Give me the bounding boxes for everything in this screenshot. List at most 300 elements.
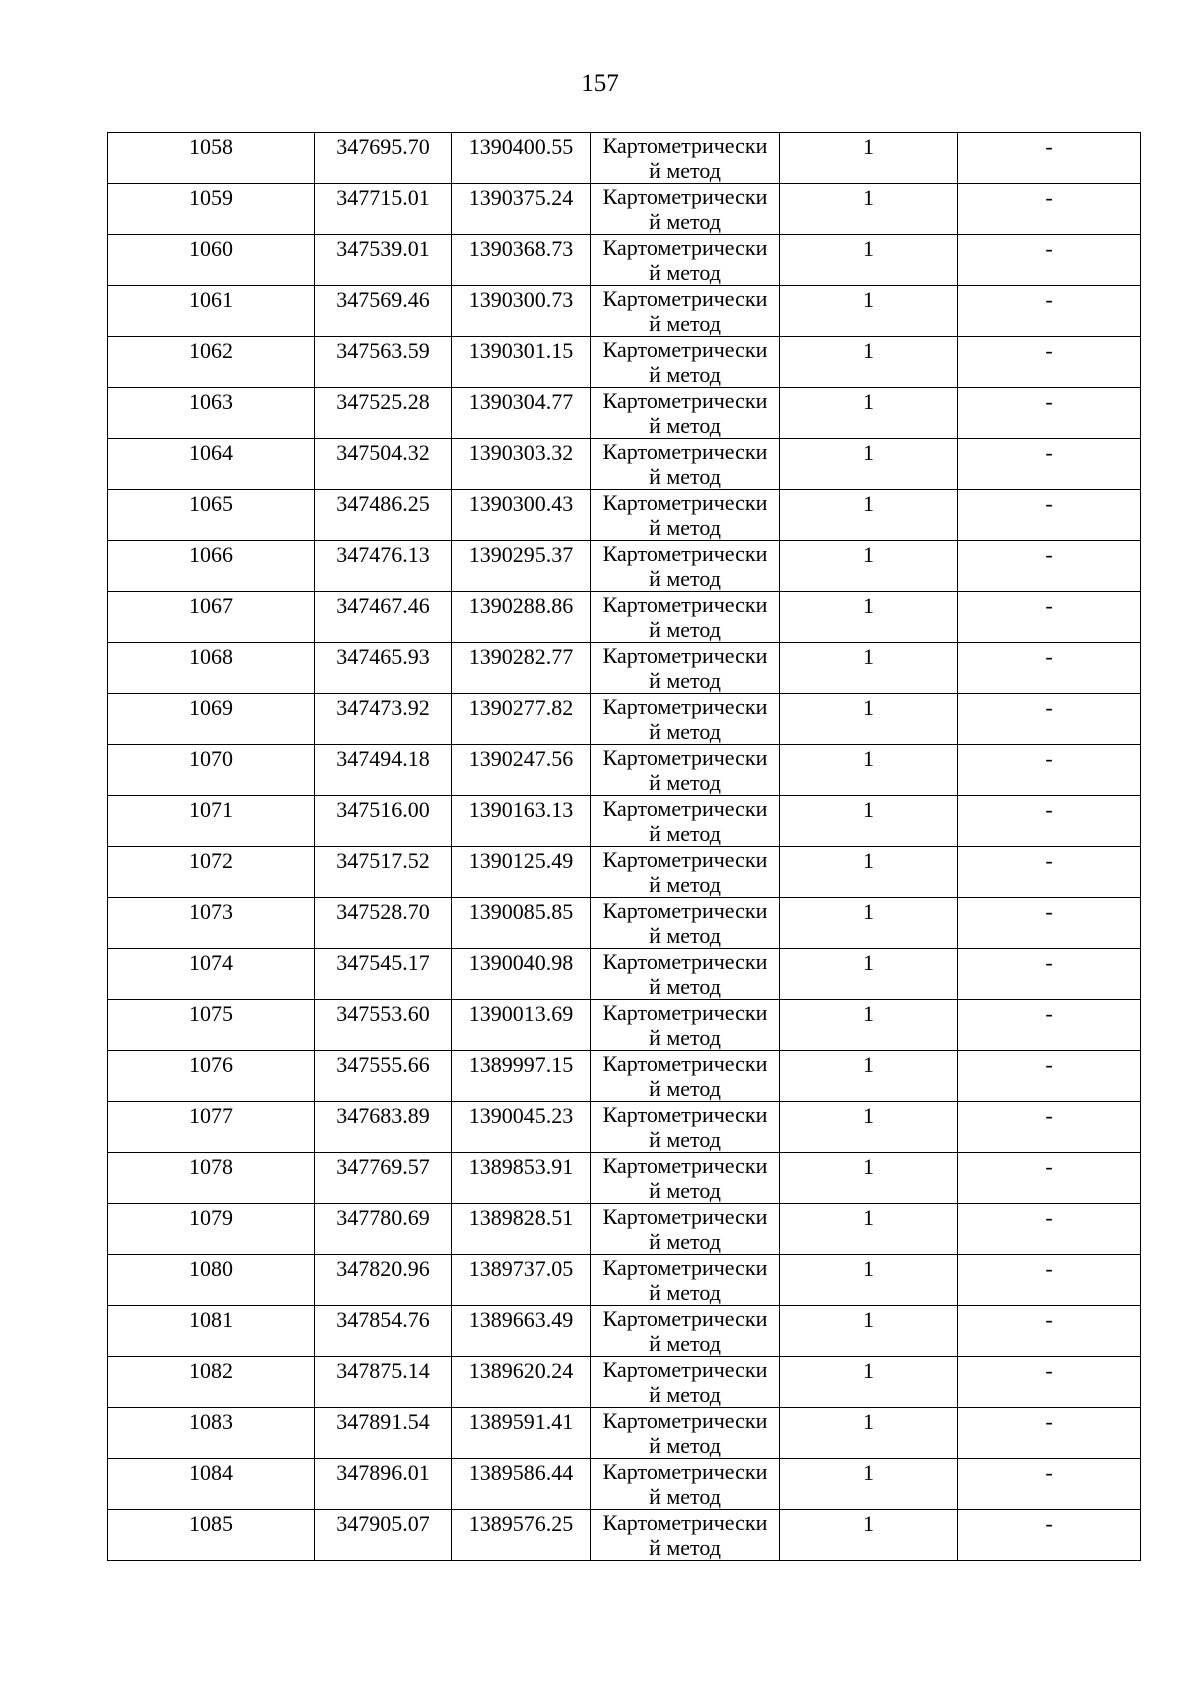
method-cell: [591, 388, 780, 439]
method-cell: [591, 1051, 780, 1102]
y-coordinate-cell: [452, 1306, 591, 1357]
accuracy-value: 1: [863, 899, 874, 924]
method-cell: [591, 1255, 780, 1306]
accuracy-cell: [780, 847, 958, 898]
accuracy-value: 1: [863, 440, 874, 465]
method-cell: [591, 1204, 780, 1255]
table-row: [108, 592, 1141, 643]
y-value: 1390045.23: [468, 1103, 574, 1128]
accuracy-cell: [780, 694, 958, 745]
method-value: [591, 796, 779, 846]
x-value: 347891.54: [336, 1409, 430, 1434]
x-coordinate-cell: [315, 490, 452, 541]
note-value: -: [1045, 1001, 1053, 1026]
method-cell: [591, 592, 780, 643]
method-value: [591, 1153, 779, 1203]
n-value: 1080: [189, 1256, 233, 1281]
page-number: 157: [581, 70, 619, 97]
note-value: -: [1045, 797, 1053, 822]
y-coordinate-cell: [452, 1102, 591, 1153]
x-coordinate-cell: [315, 337, 452, 388]
x-coordinate-cell: [315, 541, 452, 592]
y-coordinate-cell: [452, 1000, 591, 1051]
accuracy-cell: [780, 1408, 958, 1459]
point-number-cell: [108, 1000, 315, 1051]
x-coordinate-cell: [315, 847, 452, 898]
method-line-1: Картометрически: [602, 1000, 768, 1025]
x-coordinate-cell: [315, 286, 452, 337]
method-line-2: й метод: [649, 158, 721, 183]
table-row: [108, 439, 1141, 490]
accuracy-cell: [780, 898, 958, 949]
table-row: [108, 745, 1141, 796]
method-value: [591, 592, 779, 642]
note-cell: [958, 592, 1141, 643]
method-line-1: Картометрически: [602, 847, 768, 872]
table-row: [108, 1510, 1141, 1561]
accuracy-cell: [780, 1306, 958, 1357]
note-cell: [958, 949, 1141, 1000]
accuracy-value: 1: [863, 389, 874, 414]
n-value: 1059: [189, 185, 233, 210]
method-line-2: й метод: [649, 668, 721, 693]
note-value: -: [1045, 134, 1053, 159]
n-value: 1071: [189, 797, 233, 822]
y-value: 1390295.37: [468, 542, 574, 567]
accuracy-cell: [780, 1510, 958, 1561]
note-value: -: [1045, 644, 1053, 669]
method-line-1: Картометрически: [602, 1255, 768, 1280]
method-line-2: й метод: [649, 413, 721, 438]
accuracy-value: 1: [863, 644, 874, 669]
table-row: [108, 1357, 1141, 1408]
note-cell: [958, 1255, 1141, 1306]
method-cell: [591, 1000, 780, 1051]
method-line-2: й метод: [649, 1178, 721, 1203]
accuracy-value: 1: [863, 695, 874, 720]
accuracy-cell: [780, 388, 958, 439]
n-value: 1076: [189, 1052, 233, 1077]
y-coordinate-cell: [452, 541, 591, 592]
method-line-2: й метод: [649, 1382, 721, 1407]
method-line-2: й метод: [649, 464, 721, 489]
n-value: 1078: [189, 1154, 233, 1179]
method-line-1: Картометрически: [602, 1408, 768, 1433]
method-line-2: й метод: [649, 362, 721, 387]
point-number-cell: [108, 694, 315, 745]
note-value: -: [1045, 389, 1053, 414]
method-line-2: й метод: [649, 1280, 721, 1305]
accuracy-cell: [780, 1459, 958, 1510]
note-cell: [958, 337, 1141, 388]
method-cell: [591, 847, 780, 898]
note-value: -: [1045, 185, 1053, 210]
method-cell: [591, 235, 780, 286]
x-coordinate-cell: [315, 745, 452, 796]
table-row: [108, 643, 1141, 694]
method-line-1: Картометрически: [602, 133, 768, 158]
method-line-2: й метод: [649, 923, 721, 948]
note-cell: [958, 235, 1141, 286]
note-value: -: [1045, 899, 1053, 924]
point-number-cell: [108, 1306, 315, 1357]
accuracy-value: 1: [863, 848, 874, 873]
note-cell: [958, 643, 1141, 694]
method-line-1: Картометрически: [602, 745, 768, 770]
method-line-1: Картометрически: [602, 1102, 768, 1127]
y-value: 1389737.05: [468, 1256, 574, 1281]
method-value: [591, 643, 779, 693]
method-cell: [591, 796, 780, 847]
note-value: -: [1045, 746, 1053, 771]
method-line-1: Картометрически: [602, 949, 768, 974]
x-value: 347504.32: [336, 440, 430, 465]
method-line-2: й метод: [649, 1127, 721, 1152]
accuracy-cell: [780, 949, 958, 1000]
note-cell: [958, 133, 1141, 184]
note-cell: [958, 388, 1141, 439]
point-number-cell: [108, 337, 315, 388]
x-coordinate-cell: [315, 949, 452, 1000]
x-value: 347516.00: [336, 797, 430, 822]
y-value: 1389591.41: [468, 1409, 574, 1434]
point-number-cell: [108, 184, 315, 235]
method-line-1: Картометрически: [602, 541, 768, 566]
n-value: 1084: [189, 1460, 233, 1485]
point-number-cell: [108, 745, 315, 796]
n-value: 1064: [189, 440, 233, 465]
note-cell: [958, 1153, 1141, 1204]
accuracy-cell: [780, 337, 958, 388]
y-value: 1390085.85: [468, 899, 574, 924]
point-number-cell: [108, 592, 315, 643]
method-line-2: й метод: [649, 311, 721, 336]
note-value: -: [1045, 1358, 1053, 1383]
n-value: 1070: [189, 746, 233, 771]
point-number-cell: [108, 133, 315, 184]
method-value: [591, 1408, 779, 1458]
accuracy-cell: [780, 1204, 958, 1255]
point-number-cell: [108, 796, 315, 847]
accuracy-value: 1: [863, 491, 874, 516]
note-value: -: [1045, 1052, 1053, 1077]
table-row: [108, 1204, 1141, 1255]
x-value: 347820.96: [336, 1256, 430, 1281]
method-line-2: й метод: [649, 1229, 721, 1254]
y-value: 1390301.15: [468, 338, 574, 363]
accuracy-cell: [780, 1357, 958, 1408]
x-value: 347545.17: [336, 950, 430, 975]
method-value: [591, 541, 779, 591]
x-coordinate-cell: [315, 1408, 452, 1459]
y-value: 1390368.73: [468, 236, 574, 261]
point-number-cell: [108, 439, 315, 490]
note-value: -: [1045, 1460, 1053, 1485]
method-line-1: Картометрически: [602, 1153, 768, 1178]
y-coordinate-cell: [452, 1510, 591, 1561]
y-coordinate-cell: [452, 592, 591, 643]
y-coordinate-cell: [452, 1204, 591, 1255]
method-line-2: й метод: [649, 1076, 721, 1101]
point-number-cell: [108, 1408, 315, 1459]
note-cell: [958, 1408, 1141, 1459]
method-line-2: й метод: [649, 515, 721, 540]
point-number-cell: [108, 949, 315, 1000]
y-coordinate-cell: [452, 643, 591, 694]
note-cell: [958, 898, 1141, 949]
method-cell: [591, 1510, 780, 1561]
x-coordinate-cell: [315, 439, 452, 490]
x-value: 347467.46: [336, 593, 430, 618]
accuracy-cell: [780, 796, 958, 847]
method-cell: [591, 133, 780, 184]
n-value: 1066: [189, 542, 233, 567]
accuracy-value: 1: [863, 338, 874, 363]
y-coordinate-cell: [452, 1153, 591, 1204]
y-coordinate-cell: [452, 1459, 591, 1510]
x-value: 347553.60: [336, 1001, 430, 1026]
method-line-2: й метод: [649, 872, 721, 897]
accuracy-value: 1: [863, 950, 874, 975]
y-value: 1390040.98: [468, 950, 574, 975]
note-cell: [958, 1510, 1141, 1561]
point-number-cell: [108, 1459, 315, 1510]
method-line-2: й метод: [649, 821, 721, 846]
note-value: -: [1045, 338, 1053, 363]
x-coordinate-cell: [315, 1255, 452, 1306]
accuracy-cell: [780, 490, 958, 541]
method-value: [591, 337, 779, 387]
accuracy-cell: [780, 1051, 958, 1102]
point-number-cell: [108, 1051, 315, 1102]
y-value: 1390303.32: [468, 440, 574, 465]
table-row: [108, 1306, 1141, 1357]
y-value: 1390277.82: [468, 695, 574, 720]
y-value: 1389586.44: [468, 1460, 574, 1485]
method-line-1: Картометрически: [602, 286, 768, 311]
note-value: -: [1045, 848, 1053, 873]
method-line-1: Картометрически: [602, 337, 768, 362]
method-cell: [591, 541, 780, 592]
table-row: [108, 1153, 1141, 1204]
table-row: [108, 1051, 1141, 1102]
x-coordinate-cell: [315, 1000, 452, 1051]
x-value: 347486.25: [336, 491, 430, 516]
x-coordinate-cell: [315, 643, 452, 694]
note-cell: [958, 1102, 1141, 1153]
accuracy-value: 1: [863, 1205, 874, 1230]
method-line-1: Картометрически: [602, 490, 768, 515]
note-cell: [958, 1459, 1141, 1510]
x-coordinate-cell: [315, 1051, 452, 1102]
x-value: 347525.28: [336, 389, 430, 414]
method-cell: [591, 490, 780, 541]
x-coordinate-cell: [315, 1153, 452, 1204]
method-cell: [591, 286, 780, 337]
method-value: [591, 184, 779, 234]
point-number-cell: [108, 643, 315, 694]
note-cell: [958, 694, 1141, 745]
n-value: 1074: [189, 950, 233, 975]
accuracy-cell: [780, 643, 958, 694]
x-coordinate-cell: [315, 184, 452, 235]
accuracy-value: 1: [863, 1307, 874, 1332]
table-row: [108, 337, 1141, 388]
accuracy-cell: [780, 286, 958, 337]
accuracy-cell: [780, 1255, 958, 1306]
n-value: 1077: [189, 1103, 233, 1128]
accuracy-value: 1: [863, 593, 874, 618]
method-line-1: Картометрически: [602, 1459, 768, 1484]
y-value: 1390013.69: [468, 1001, 574, 1026]
accuracy-cell: [780, 1102, 958, 1153]
x-coordinate-cell: [315, 1306, 452, 1357]
table-row: [108, 133, 1141, 184]
table-row: [108, 898, 1141, 949]
method-value: [591, 1204, 779, 1254]
point-number-cell: [108, 1204, 315, 1255]
method-line-1: Картометрически: [602, 235, 768, 260]
note-value: -: [1045, 1256, 1053, 1281]
y-value: 1390304.77: [468, 389, 574, 414]
y-value: 1389663.49: [468, 1307, 574, 1332]
coordinates-table: [107, 132, 1141, 1561]
method-line-1: Картометрически: [602, 439, 768, 464]
x-value: 347569.46: [336, 287, 430, 312]
note-cell: [958, 1357, 1141, 1408]
x-value: 347896.01: [336, 1460, 430, 1485]
table-row: [108, 490, 1141, 541]
method-value: [591, 847, 779, 897]
method-cell: [591, 949, 780, 1000]
note-value: -: [1045, 287, 1053, 312]
n-value: 1081: [189, 1307, 233, 1332]
point-number-cell: [108, 1153, 315, 1204]
y-coordinate-cell: [452, 1357, 591, 1408]
method-value: [591, 1459, 779, 1509]
x-value: 347539.01: [336, 236, 430, 261]
x-value: 347715.01: [336, 185, 430, 210]
note-value: -: [1045, 1307, 1053, 1332]
method-cell: [591, 337, 780, 388]
y-coordinate-cell: [452, 949, 591, 1000]
accuracy-cell: [780, 592, 958, 643]
x-value: 347683.89: [336, 1103, 430, 1128]
point-number-cell: [108, 235, 315, 286]
y-value: 1390300.73: [468, 287, 574, 312]
method-cell: [591, 898, 780, 949]
note-cell: [958, 1306, 1141, 1357]
y-value: 1389853.91: [468, 1154, 574, 1179]
method-line-1: Картометрически: [602, 592, 768, 617]
accuracy-value: 1: [863, 1103, 874, 1128]
method-line-2: й метод: [649, 617, 721, 642]
note-cell: [958, 1000, 1141, 1051]
method-line-1: Картометрически: [602, 694, 768, 719]
method-value: [591, 1357, 779, 1407]
point-number-cell: [108, 490, 315, 541]
note-value: -: [1045, 1511, 1053, 1536]
method-line-2: й метод: [649, 1535, 721, 1560]
x-coordinate-cell: [315, 1459, 452, 1510]
method-value: [591, 1255, 779, 1305]
y-value: 1390375.24: [468, 185, 574, 210]
y-coordinate-cell: [452, 745, 591, 796]
accuracy-cell: [780, 745, 958, 796]
x-value: 347563.59: [336, 338, 430, 363]
x-value: 347517.52: [336, 848, 430, 873]
n-value: 1067: [189, 593, 233, 618]
note-cell: [958, 286, 1141, 337]
method-cell: [591, 1102, 780, 1153]
point-number-cell: [108, 1357, 315, 1408]
accuracy-value: 1: [863, 185, 874, 210]
x-value: 347494.18: [336, 746, 430, 771]
accuracy-value: 1: [863, 1052, 874, 1077]
note-value: -: [1045, 491, 1053, 516]
method-value: [591, 439, 779, 489]
y-value: 1389620.24: [468, 1358, 574, 1383]
table-row: [108, 1102, 1141, 1153]
table-row: [108, 1459, 1141, 1510]
accuracy-cell: [780, 184, 958, 235]
method-line-2: й метод: [649, 1484, 721, 1509]
note-value: -: [1045, 1409, 1053, 1434]
accuracy-value: 1: [863, 1358, 874, 1383]
method-line-1: Картометрически: [602, 898, 768, 923]
method-cell: [591, 745, 780, 796]
note-value: -: [1045, 1103, 1053, 1128]
accuracy-value: 1: [863, 236, 874, 261]
y-value: 1390300.43: [468, 491, 574, 516]
method-value: [591, 1306, 779, 1356]
accuracy-cell: [780, 133, 958, 184]
method-line-2: й метод: [649, 974, 721, 999]
method-line-1: Картометрически: [602, 1510, 768, 1535]
x-value: 347695.70: [336, 134, 430, 159]
note-cell: [958, 490, 1141, 541]
method-value: [591, 1051, 779, 1101]
method-line-1: Картометрически: [602, 184, 768, 209]
coordinates-table-body: [108, 133, 1141, 1561]
table-row: [108, 286, 1141, 337]
accuracy-value: 1: [863, 287, 874, 312]
accuracy-value: 1: [863, 134, 874, 159]
accuracy-cell: [780, 1000, 958, 1051]
method-value: [591, 1510, 779, 1560]
method-value: [591, 745, 779, 795]
x-value: 347476.13: [336, 542, 430, 567]
y-coordinate-cell: [452, 490, 591, 541]
y-coordinate-cell: [452, 1408, 591, 1459]
accuracy-cell: [780, 235, 958, 286]
note-value: -: [1045, 695, 1053, 720]
method-value: [591, 235, 779, 285]
n-value: 1062: [189, 338, 233, 363]
table-row: [108, 1255, 1141, 1306]
table-row: [108, 796, 1141, 847]
y-coordinate-cell: [452, 388, 591, 439]
n-value: 1072: [189, 848, 233, 873]
method-cell: [591, 694, 780, 745]
table-row: [108, 1000, 1141, 1051]
x-coordinate-cell: [315, 898, 452, 949]
n-value: 1083: [189, 1409, 233, 1434]
method-line-2: й метод: [649, 260, 721, 285]
x-value: 347555.66: [336, 1052, 430, 1077]
y-coordinate-cell: [452, 796, 591, 847]
method-value: [591, 1000, 779, 1050]
